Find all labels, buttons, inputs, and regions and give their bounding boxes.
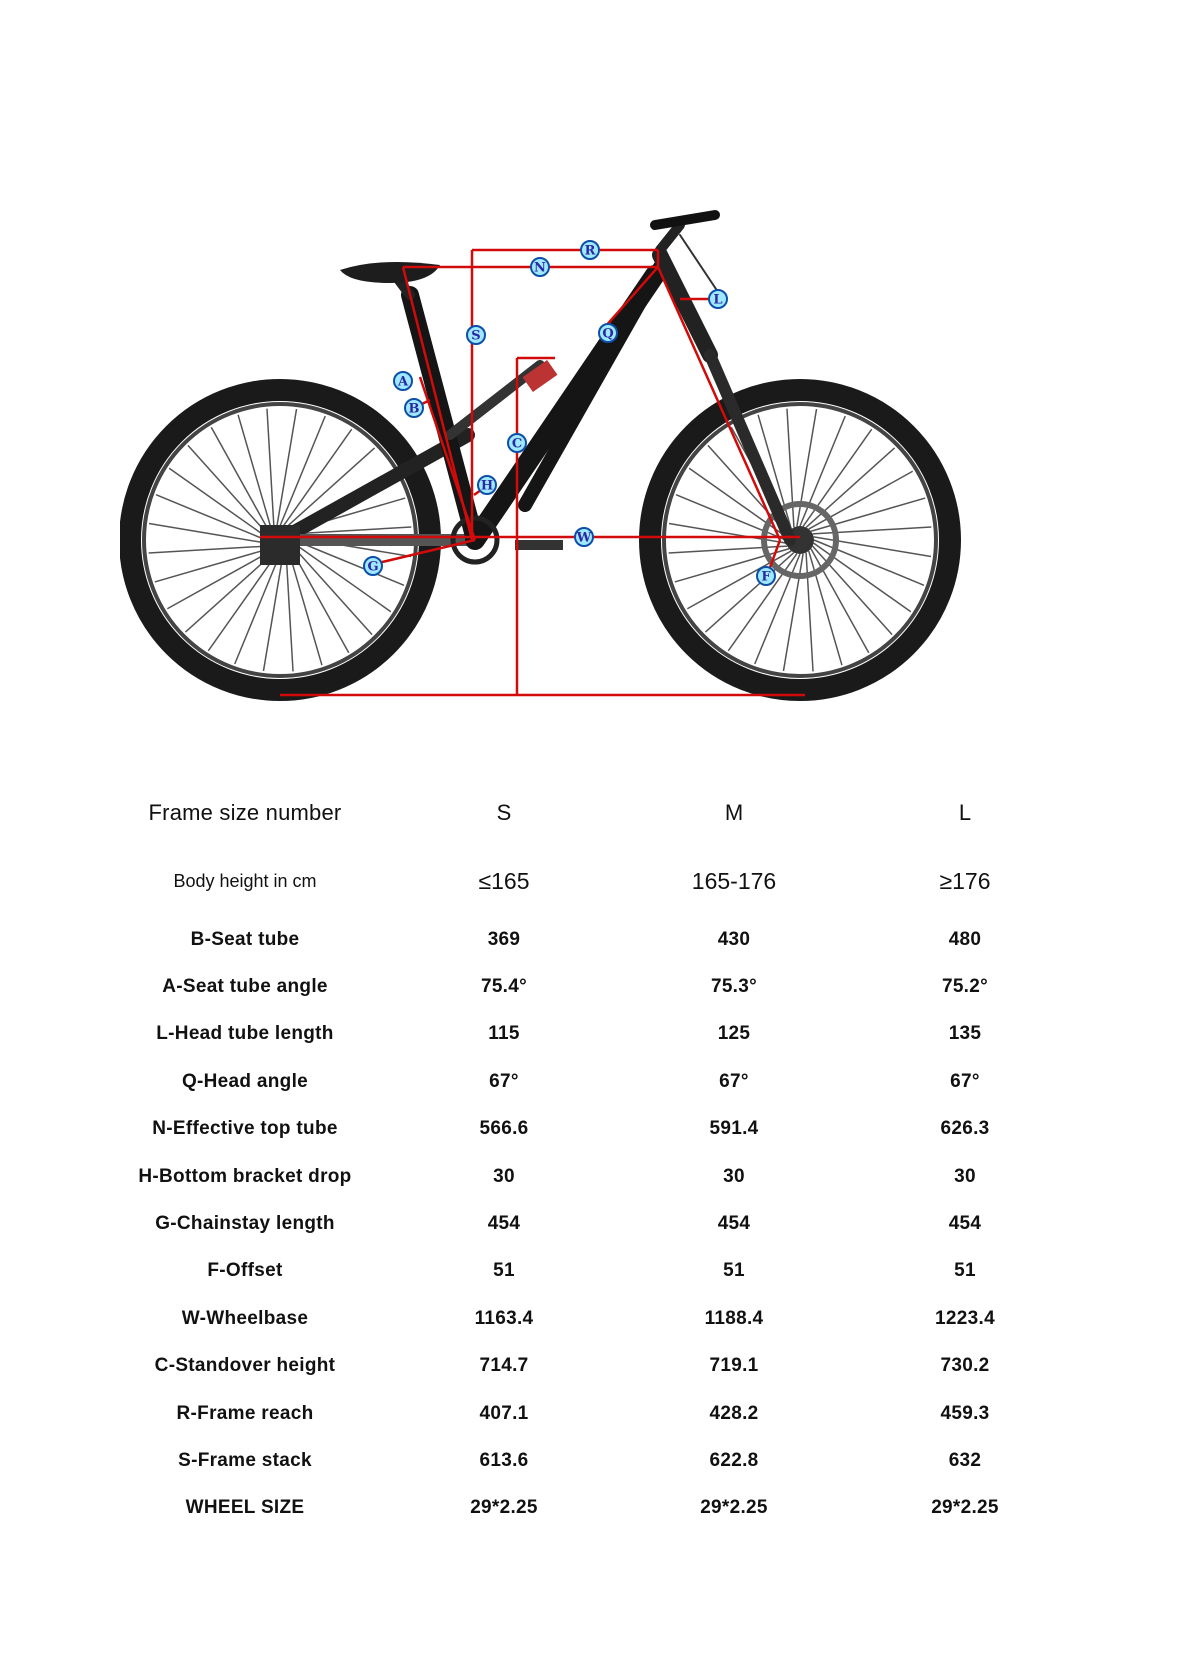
row-value-l: 480 <box>948 928 982 950</box>
svg-text:G: G <box>367 559 379 575</box>
svg-text:C: C <box>511 436 523 452</box>
marker-q <box>599 324 617 342</box>
row-value-s: 407.1 <box>479 1402 529 1424</box>
row-value-s: 30 <box>493 1165 515 1187</box>
table-row <box>100 1200 1080 1247</box>
header-size-m: M <box>724 800 744 825</box>
row-value-m: 591.4 <box>709 1118 759 1140</box>
row-label: Q-Head angle <box>181 1070 309 1092</box>
table-row <box>100 1343 1080 1390</box>
bike-geometry-svg <box>120 195 1060 755</box>
svg-text:S: S <box>471 328 481 344</box>
row-value-l: 67° <box>950 1070 980 1092</box>
row-value-m: 67° <box>719 1070 749 1092</box>
row-value-m: 719.1 <box>709 1355 759 1377</box>
row-label: S-Frame stack <box>178 1449 312 1471</box>
row-value-m: 75.3° <box>710 976 758 998</box>
table-row <box>100 1248 1080 1295</box>
row-value-m: 428.2 <box>709 1402 759 1424</box>
row-value-l: 730.2 <box>940 1355 990 1377</box>
body-height-s: ≤165 <box>478 867 530 894</box>
table-row <box>100 963 1080 1010</box>
row-value-s: 75.4° <box>480 976 528 998</box>
row-value-m: 430 <box>717 928 751 950</box>
row-value-s: 369 <box>487 928 521 950</box>
row-label: N-Effective top tube <box>152 1118 338 1140</box>
row-value-s: 51 <box>493 1260 515 1282</box>
marker-g <box>364 557 382 575</box>
table-row <box>100 1106 1080 1153</box>
row-label: W-Wheelbase <box>181 1307 309 1329</box>
svg-text:R: R <box>584 243 596 259</box>
table-row <box>100 1058 1080 1105</box>
row-value-m: 1188.4 <box>704 1307 764 1329</box>
row-value-s: 566.6 <box>479 1118 529 1140</box>
marker-c <box>508 434 526 452</box>
row-value-l: 51 <box>954 1260 976 1282</box>
row-label: R-Frame reach <box>176 1402 314 1424</box>
row-label: F-Offset <box>207 1260 283 1282</box>
svg-text:L: L <box>713 292 723 308</box>
body-height-m: 165-176 <box>691 867 777 894</box>
row-value-m: 622.8 <box>709 1449 759 1471</box>
body-height-label: Body height in cm <box>173 870 317 891</box>
table-row <box>100 1485 1080 1532</box>
row-value-s: 714.7 <box>479 1355 529 1377</box>
row-value-l: 1223.4 <box>935 1307 995 1329</box>
table-row <box>100 1390 1080 1437</box>
table-row <box>100 1437 1080 1484</box>
body-height-row <box>100 846 1080 916</box>
bike-geometry-figure <box>120 195 1060 755</box>
svg-text:W: W <box>576 530 592 546</box>
body-height-l: ≥176 <box>939 867 991 894</box>
row-label: WHEEL SIZE <box>185 1497 305 1519</box>
svg-text:N: N <box>534 260 546 276</box>
table-row <box>100 916 1080 963</box>
marker-h <box>478 476 496 494</box>
row-value-s: 115 <box>488 1023 520 1045</box>
svg-text:F: F <box>761 569 771 585</box>
row-value-l: 459.3 <box>940 1402 990 1424</box>
row-value-l: 30 <box>954 1165 976 1187</box>
row-value-l: 29*2.25 <box>931 1497 999 1519</box>
row-label: G-Chainstay length <box>155 1213 335 1235</box>
row-value-s: 1163.4 <box>474 1307 534 1329</box>
row-label: B-Seat tube <box>190 928 300 950</box>
row-value-l: 75.2° <box>941 976 989 998</box>
marker-b <box>405 399 423 417</box>
front-wheel <box>650 390 950 690</box>
row-label: C-Standover height <box>154 1355 336 1377</box>
svg-text:B: B <box>408 401 420 417</box>
row-value-m: 30 <box>723 1165 745 1187</box>
header-label: Frame size number <box>148 800 342 825</box>
row-value-s: 67° <box>489 1070 519 1092</box>
row-label: L-Head tube length <box>156 1023 334 1045</box>
svg-text:A: A <box>397 374 409 390</box>
geometry-table <box>100 780 1080 1532</box>
row-label: A-Seat tube angle <box>162 976 328 998</box>
row-value-s: 613.6 <box>479 1449 529 1471</box>
row-value-s: 29*2.25 <box>470 1497 538 1519</box>
row-value-m: 51 <box>723 1260 745 1282</box>
row-value-m: 29*2.25 <box>700 1497 768 1519</box>
row-value-l: 626.3 <box>940 1118 990 1140</box>
svg-text:Q: Q <box>602 326 614 342</box>
row-value-s: 454 <box>487 1213 521 1235</box>
header-size-s: S <box>496 800 512 825</box>
row-label: H-Bottom bracket drop <box>138 1165 352 1187</box>
marker-a <box>394 372 412 390</box>
row-value-l: 454 <box>948 1213 982 1235</box>
svg-text:H: H <box>480 478 494 494</box>
table-row <box>100 1295 1080 1342</box>
marker-r <box>581 241 599 259</box>
marker-w <box>575 528 593 546</box>
marker-n <box>531 258 549 276</box>
marker-l <box>709 290 727 308</box>
row-value-m: 125 <box>717 1023 751 1045</box>
marker-s <box>467 326 485 344</box>
header-size-l: L <box>958 800 972 825</box>
row-value-l: 632 <box>948 1449 982 1471</box>
table-header-row <box>100 780 1080 846</box>
table-row <box>100 1011 1080 1058</box>
row-value-m: 454 <box>717 1213 751 1235</box>
row-value-l: 135 <box>948 1023 982 1045</box>
table-row <box>100 1153 1080 1200</box>
marker-f <box>757 567 775 585</box>
